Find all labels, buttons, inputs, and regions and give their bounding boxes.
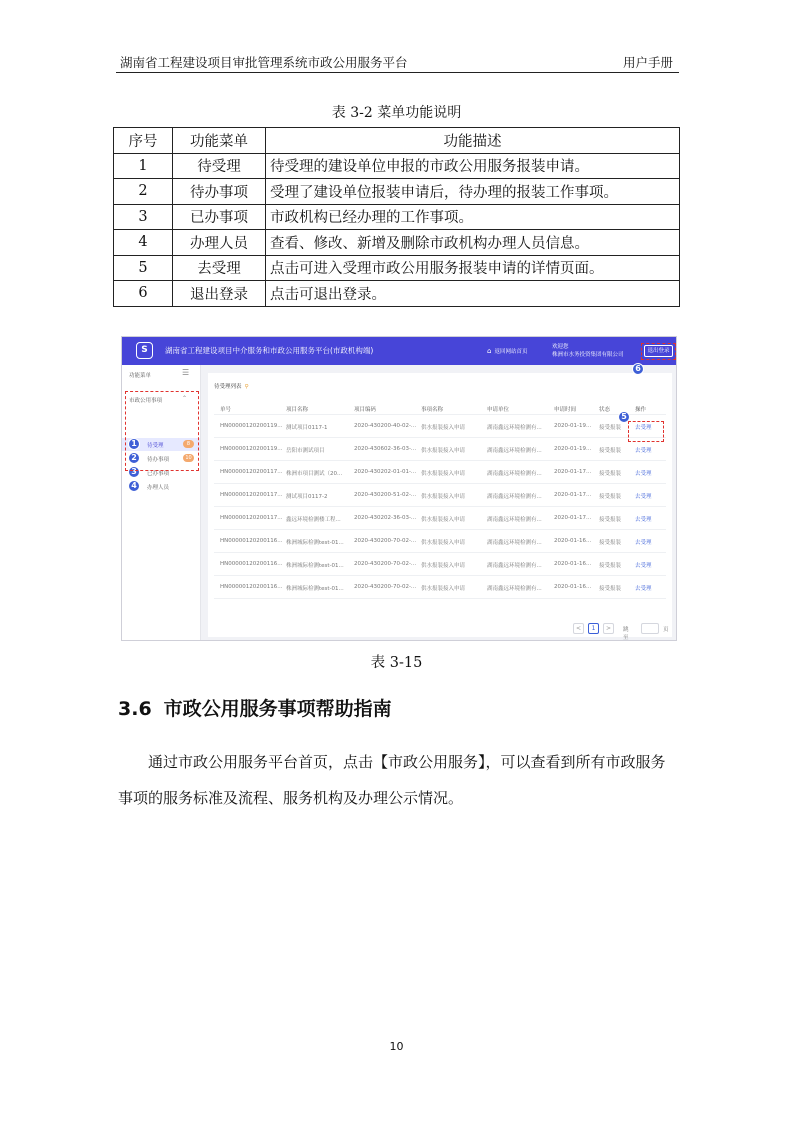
table-header-row — [114, 128, 680, 154]
cell-number: HN00000120200117... — [220, 492, 282, 498]
list-title-text: 待受理列表 — [214, 384, 242, 390]
table-cell: 受理了建设单位报装申请后，待办理的报装工作事项。 — [266, 179, 680, 205]
cell-unit: 湖南鑫远环境检测有... — [487, 494, 542, 500]
chevron-up-icon[interactable]: ⌃ — [182, 395, 188, 402]
table-caption: 表 3-2 菜单功能说明 — [331, 105, 462, 121]
table-cell: 去受理 — [173, 255, 266, 281]
cell-unit: 湖南鑫远环境检测有... — [487, 471, 542, 477]
search-icon: ⚲ — [244, 384, 249, 390]
home-link[interactable] — [487, 347, 527, 355]
column-header: 项目编码 — [354, 407, 377, 413]
column-header: 申请时间 — [554, 407, 577, 413]
cell-item: 供水报装接入申请 — [421, 517, 466, 523]
table-row — [214, 576, 666, 599]
table-row — [214, 461, 666, 484]
cell-unit: 湖南鑫远环境检测有... — [487, 517, 542, 523]
main-panel — [208, 373, 672, 641]
table-cell: 6 — [114, 281, 173, 307]
function-table — [113, 127, 680, 307]
table-cell: 市政机构已经办理的工作事项。 — [266, 204, 680, 230]
cell-date: 2020-01-16... — [554, 584, 592, 590]
jump-label: 跳至 — [623, 627, 629, 641]
cell-status: 接受报装 — [599, 425, 622, 431]
cell-unit: 湖南鑫远环境检测有... — [487, 586, 542, 592]
accept-link[interactable]: 去受理 — [635, 494, 652, 500]
cell-project: 岳阳市测试项目 — [286, 448, 325, 454]
table-cell: 办理人员 — [173, 230, 266, 256]
cell-code: 2020-430602-36-03-... — [354, 446, 417, 452]
count-badge: 8 — [183, 440, 194, 448]
cell-status: 接受报装 — [599, 517, 622, 523]
cell-status: 接受报装 — [599, 471, 622, 477]
table-cell: 3 — [114, 204, 173, 230]
marker-5: 5 — [618, 411, 630, 423]
welcome-text: 欢迎您 — [552, 344, 569, 350]
body-paragraph: 通过市政公用服务平台首页，点击【市政公用服务】，可以查看到所有市政服务事项的服务标准及流程、服务机构及办理公示情况。 — [118, 753, 666, 807]
cell-item: 供水报装接入申请 — [421, 563, 466, 569]
app-title: 湖南省工程建设项目中介服务和市政公用服务平台(市政机构端) — [165, 346, 374, 355]
cell-unit: 湖南鑫远环境检测有... — [487, 540, 542, 546]
table-row — [214, 507, 666, 530]
column-header: 项目名称 — [286, 407, 309, 413]
cell-status: 接受报装 — [599, 448, 622, 454]
table-row — [214, 530, 666, 553]
sidebar-item-label: 待办事项 — [147, 457, 170, 463]
section-heading — [118, 694, 392, 721]
table-row — [114, 153, 680, 179]
accept-link[interactable]: 去受理 — [635, 517, 652, 523]
table-cell: 退出登录 — [173, 281, 266, 307]
cell-item: 供水报装接入申请 — [421, 448, 466, 454]
table-row — [214, 484, 666, 507]
cell-unit: 湖南鑫远环境检测有... — [487, 563, 542, 569]
cell-date: 2020-01-19... — [554, 446, 592, 452]
sidebar-item-label: 待受理 — [147, 443, 164, 449]
count-badge: 10 — [183, 454, 194, 462]
column-header: 单号 — [220, 407, 232, 413]
header-manual: 用户手册 — [622, 55, 673, 70]
logout-highlight — [641, 343, 676, 360]
cell-project: 鑫远环境检测楼工程... — [286, 517, 341, 523]
table-cell: 点击可退出登录。 — [266, 281, 680, 307]
marker-6: 6 — [632, 363, 644, 375]
sidebar-item-label: 办理人员 — [147, 485, 170, 491]
cell-code: 2020-430200-70-02-... — [354, 538, 417, 544]
cell-project: 株洲城际检测test-01... — [286, 563, 344, 569]
column-header: 操作 — [635, 407, 647, 413]
table-cell: 2 — [114, 179, 173, 205]
sidebar-group[interactable]: 市政公用事项 — [129, 398, 163, 404]
cell-code: 2020-430200-70-02-... — [354, 561, 417, 567]
cell-code: 2020-430202-36-03-... — [354, 515, 417, 521]
cell-number: HN00000120200116... — [220, 561, 282, 567]
cell-code: 2020-430202-01-01-... — [354, 469, 417, 475]
cell-number: HN00000120200119... — [220, 446, 282, 452]
cell-item: 供水报装接入申请 — [421, 586, 466, 592]
figure-caption: 表 3-15 — [370, 655, 423, 671]
cell-date: 2020-01-16... — [554, 561, 592, 567]
table-cell: 查看、修改、新增及删除市政机构办理人员信息。 — [266, 230, 680, 256]
cell-status: 接受报装 — [599, 540, 622, 546]
cell-date: 2020-01-16... — [554, 538, 592, 544]
cell-status: 接受报装 — [599, 586, 622, 592]
cell-number: HN00000120200116... — [220, 584, 282, 590]
page-1-button[interactable]: 1 — [588, 623, 599, 634]
page-number: 10 — [389, 1040, 404, 1053]
top-bar — [122, 337, 677, 365]
sidebar-highlight — [125, 391, 199, 471]
menu-toggle-icon[interactable]: ☰ — [182, 368, 190, 377]
cell-item: 供水报装接入申请 — [421, 471, 466, 477]
page-header — [116, 51, 679, 73]
prev-page-button[interactable]: < — [573, 623, 584, 634]
cell-unit: 湖南鑫远环境检测有... — [487, 425, 542, 431]
cell-code: 2020-430200-70-02-... — [354, 584, 417, 590]
column-header: 事项名称 — [421, 407, 444, 413]
table-row — [114, 179, 680, 205]
cell-item: 供水报装接入申请 — [421, 494, 466, 500]
accept-highlight — [628, 421, 664, 442]
marker-2: 2 — [128, 452, 140, 464]
cell-status: 接受报装 — [599, 563, 622, 569]
table-cell: 1 — [114, 153, 173, 179]
cell-project: 株洲城际检测test-01... — [286, 540, 344, 546]
cell-date: 2020-01-19... — [554, 423, 592, 429]
cell-date: 2020-01-17... — [554, 515, 592, 521]
table-row — [114, 204, 680, 230]
table-row — [214, 438, 666, 461]
table-cell: 已办事项 — [173, 204, 266, 230]
cell-item: 供水报装接入申请 — [421, 540, 466, 546]
table-cell: 4 — [114, 230, 173, 256]
page-unit-label: 页 — [663, 627, 669, 633]
table-cell: 待受理 — [173, 153, 266, 179]
home-label: 返回网站首页 — [494, 349, 528, 355]
cell-item: 供水报装接入申请 — [421, 425, 466, 431]
table-header: 功能描述 — [266, 128, 680, 154]
page-jump-input[interactable] — [641, 623, 659, 634]
accept-link[interactable]: 去受理 — [635, 448, 652, 454]
cell-project: 测试项目0117-2 — [286, 494, 328, 500]
column-header: 状态 — [599, 407, 611, 413]
table-header: 功能菜单 — [173, 128, 266, 154]
company-name: 株洲市水务投资集团有限公司 — [552, 352, 624, 358]
table-cell: 待受理的建设单位申报的市政公用服务报装申请。 — [266, 153, 680, 179]
app-screenshot — [121, 336, 677, 641]
logo-icon: S — [136, 342, 153, 359]
accept-link[interactable]: 去受理 — [635, 586, 652, 592]
cell-code: 2020-430200-40-02-... — [354, 423, 417, 429]
marker-3: 3 — [128, 466, 140, 478]
logout-button[interactable]: 退出登录 — [644, 345, 673, 357]
cell-date: 2020-01-17... — [554, 492, 592, 498]
section-title: 市政公用服务事项帮助指南 — [163, 698, 392, 720]
marker-1: 1 — [128, 438, 140, 450]
cell-code: 2020-430200-51-02-... — [354, 492, 417, 498]
home-icon: ⌂ — [487, 347, 492, 355]
table-header: 序号 — [114, 128, 173, 154]
table-header-row — [214, 401, 666, 415]
cell-number: HN00000120200117... — [220, 469, 282, 475]
table-cell: 点击可进入受理市政公用服务报装申请的详情页面。 — [266, 255, 680, 281]
accept-link[interactable]: 去受理 — [635, 425, 652, 431]
cell-project: 株洲城际检测test-01... — [286, 586, 344, 592]
next-page-button[interactable]: > — [603, 623, 614, 634]
marker-4: 4 — [128, 480, 140, 492]
cell-status: 接受报装 — [599, 494, 622, 500]
cell-project: 株洲市项目测试（20... — [286, 471, 343, 477]
cell-number: HN00000120200117... — [220, 515, 282, 521]
cell-unit: 湖南鑫远环境检测有... — [487, 448, 542, 454]
table-row — [114, 255, 680, 281]
column-header: 申请单位 — [487, 407, 510, 413]
table-row — [214, 415, 666, 438]
table-cell: 5 — [114, 255, 173, 281]
sidebar-heading: 功能菜单 — [129, 373, 152, 379]
cell-project: 测试项目0117-1 — [286, 425, 328, 431]
accept-link[interactable]: 去受理 — [635, 540, 652, 546]
header-title: 湖南省工程建设项目审批管理系统市政公用服务平台 — [120, 55, 408, 70]
cell-number: HN00000120200116... — [220, 538, 282, 544]
table-row — [114, 230, 680, 256]
cell-date: 2020-01-17... — [554, 469, 592, 475]
table-row — [214, 553, 666, 576]
user-info — [552, 343, 624, 359]
table-cell: 待办事项 — [173, 179, 266, 205]
accept-link[interactable]: 去受理 — [635, 471, 652, 477]
list-title — [214, 382, 249, 390]
sidebar-item-label: 已办事项 — [147, 471, 170, 477]
accept-link[interactable]: 去受理 — [635, 563, 652, 569]
table-row — [114, 281, 680, 307]
cell-number: HN00000120200119... — [220, 423, 282, 429]
section-number: 3.6 — [118, 698, 152, 720]
